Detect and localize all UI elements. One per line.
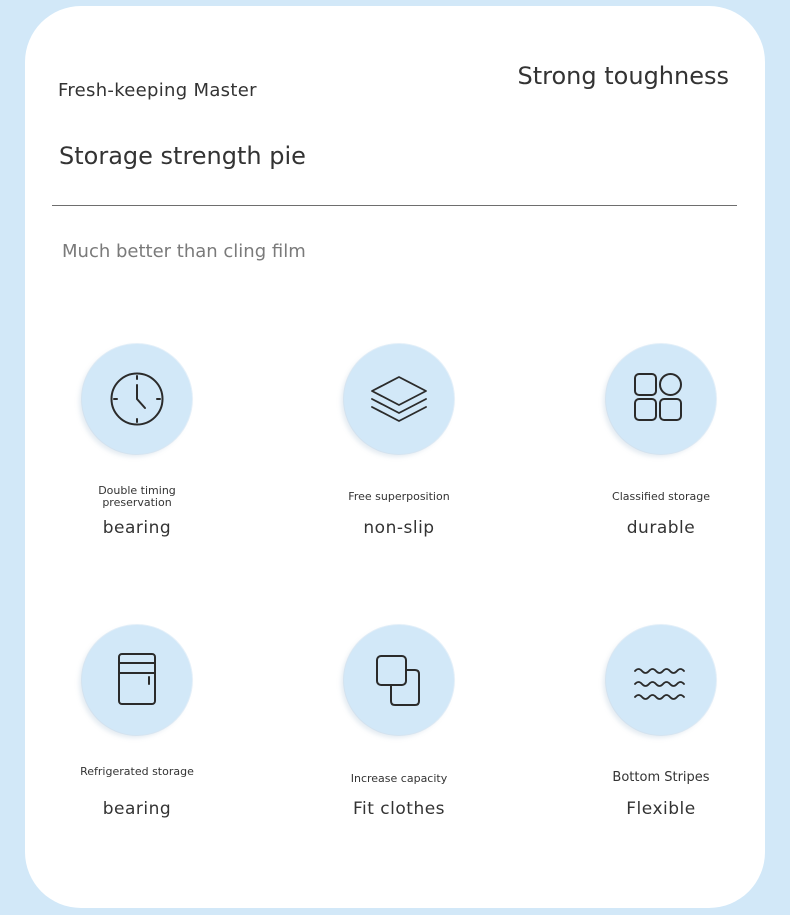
icon-circle bbox=[82, 625, 192, 735]
grid-icon bbox=[631, 369, 691, 429]
feature-small-label: Free superposition bbox=[348, 490, 450, 503]
divider bbox=[52, 205, 737, 206]
icon-circle bbox=[606, 344, 716, 454]
feature-small-label: Bottom Stripes bbox=[612, 770, 710, 785]
feature-small-label: Classified storage bbox=[612, 490, 710, 503]
overlap-squares-icon bbox=[369, 650, 429, 710]
icon-circle bbox=[82, 344, 192, 454]
page-title: Storage strength pie bbox=[59, 142, 306, 170]
brand-name: Fresh-keeping Master bbox=[58, 80, 257, 101]
feature-big-label: bearing bbox=[102, 518, 172, 538]
tagline: Strong toughness bbox=[517, 62, 729, 90]
subtitle: Much better than cling film bbox=[62, 241, 306, 262]
clock-icon bbox=[107, 369, 167, 429]
feature-small-label: Double timing preservation bbox=[98, 484, 176, 509]
feature-big-label: non-slip bbox=[363, 518, 435, 538]
feature-big-label: Fit clothes bbox=[352, 799, 446, 819]
icon-circle bbox=[344, 344, 454, 454]
icon-circle bbox=[606, 625, 716, 735]
icon-circle bbox=[344, 625, 454, 735]
feature-small-label: Increase capacity bbox=[350, 772, 448, 785]
feature-big-label: bearing bbox=[102, 799, 172, 819]
feature-big-label: Flexible bbox=[626, 799, 696, 819]
feature-small-label: Refrigerated storage bbox=[80, 765, 194, 778]
fridge-icon bbox=[107, 650, 167, 710]
waves-icon bbox=[631, 650, 691, 710]
feature-big-label: durable bbox=[626, 518, 696, 538]
card bbox=[25, 6, 765, 908]
layers-icon bbox=[369, 369, 429, 429]
